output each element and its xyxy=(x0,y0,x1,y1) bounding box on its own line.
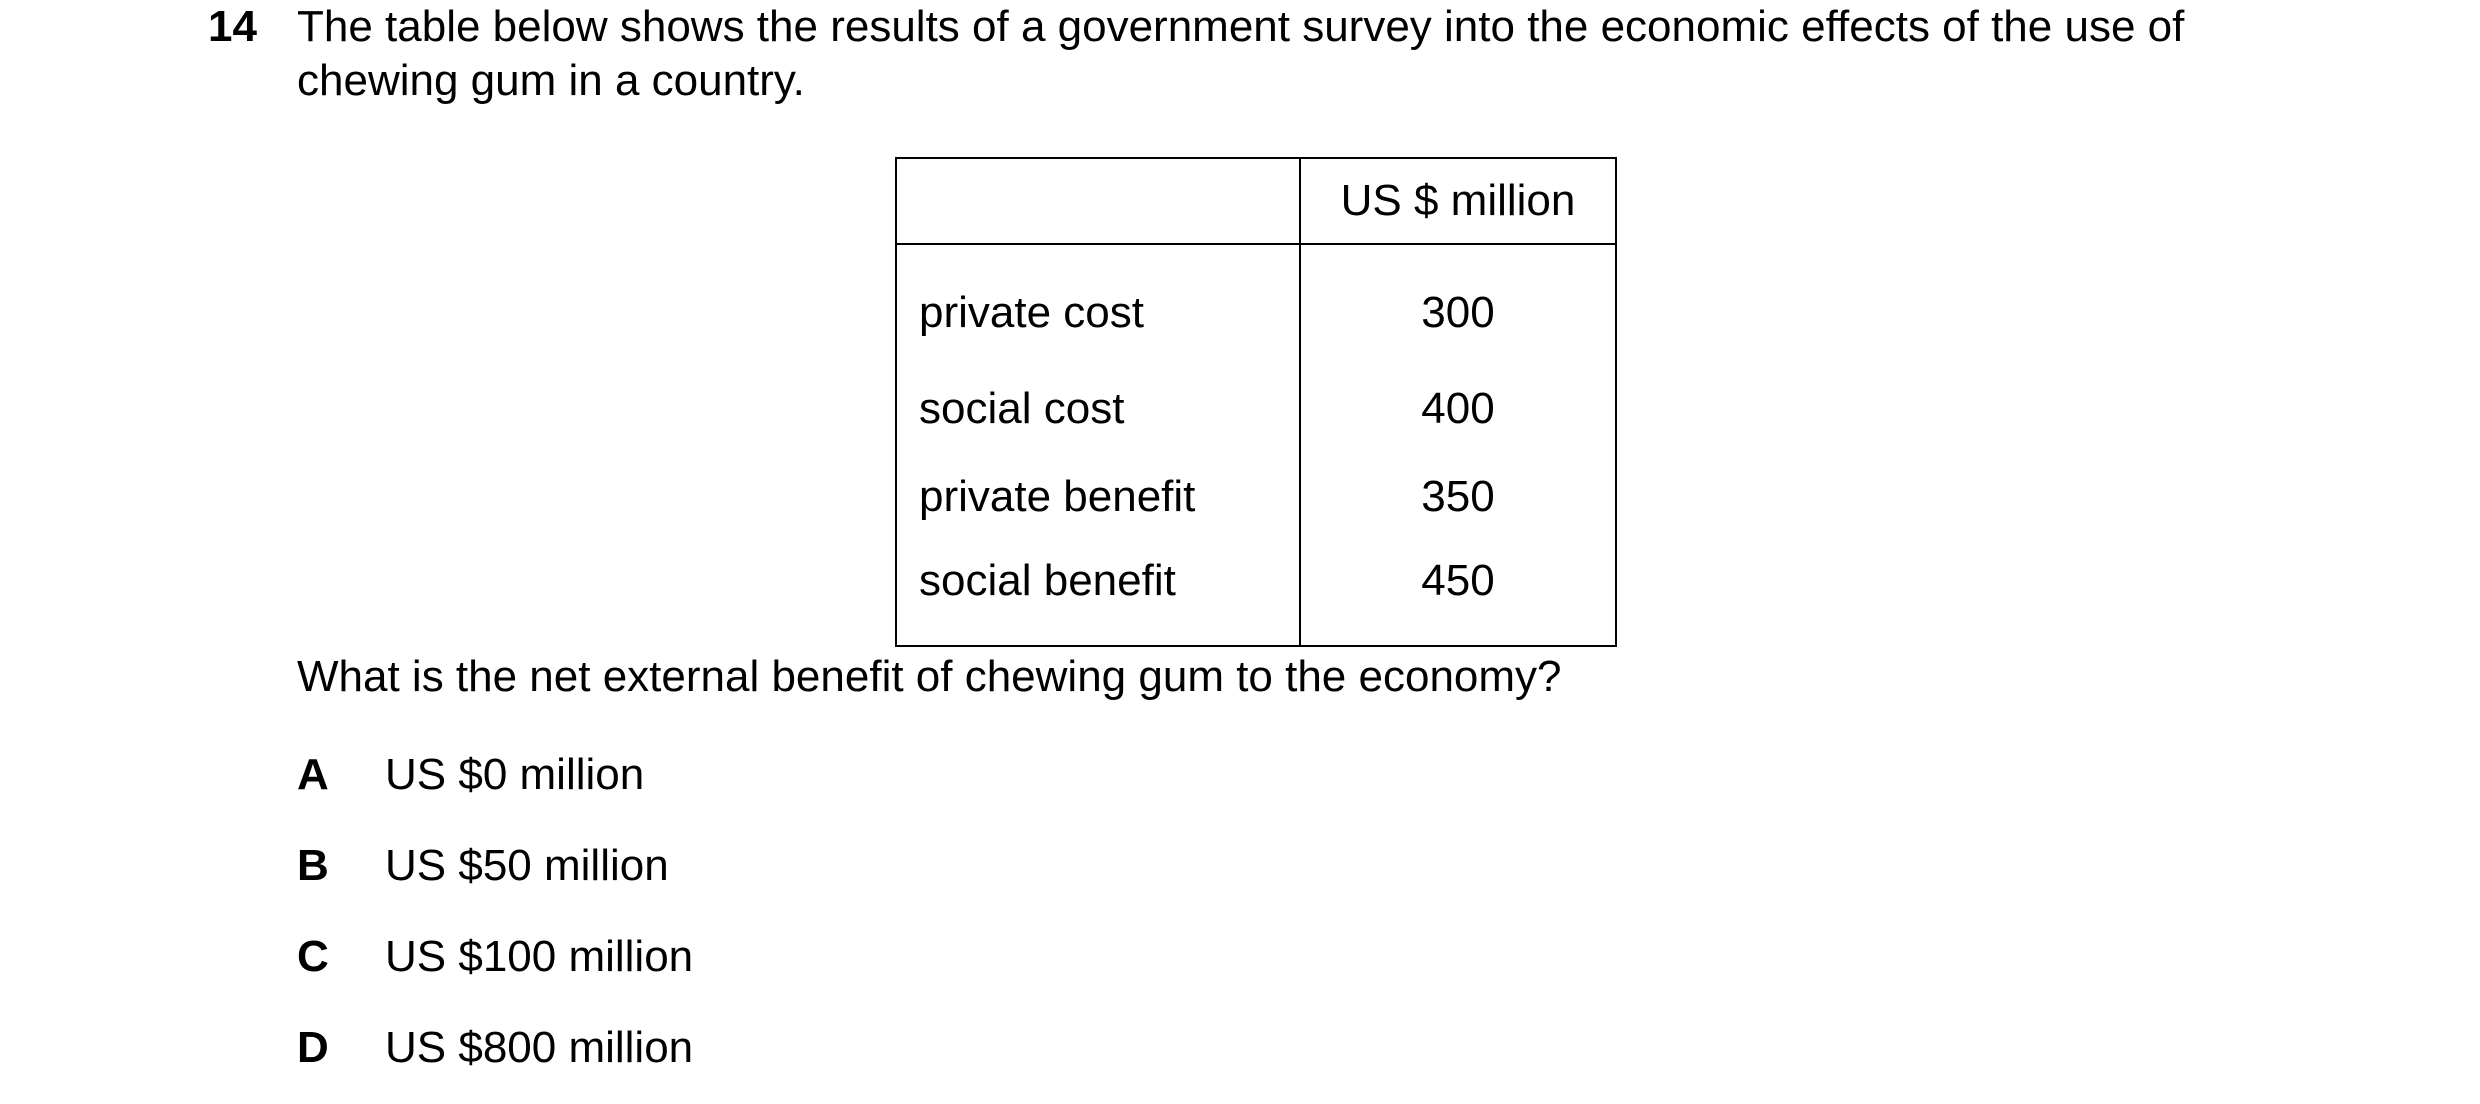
option-d[interactable] xyxy=(297,1021,693,1075)
option-letter: B xyxy=(297,841,329,890)
row-value: 450 xyxy=(1300,541,1616,646)
table-row xyxy=(896,453,1616,541)
option-a[interactable] xyxy=(297,748,644,802)
option-text: US $50 million xyxy=(385,841,669,890)
option-text: US $0 million xyxy=(385,750,645,799)
question-stem-line-2: chewing gum in a country. xyxy=(297,56,805,105)
table-header-row xyxy=(896,158,1616,244)
question-stem-line-1: The table below shows the results of a government survey into the economic effects of the use of xyxy=(297,2,2185,51)
table-header-label xyxy=(896,158,1300,244)
row-label: private benefit xyxy=(896,453,1300,541)
row-value: 400 xyxy=(1300,365,1616,453)
table-row xyxy=(896,541,1616,646)
option-letter: D xyxy=(297,1023,329,1072)
question-stem xyxy=(297,0,2397,108)
option-b[interactable] xyxy=(297,839,669,893)
row-label: social cost xyxy=(896,365,1300,453)
option-letter: A xyxy=(297,750,329,799)
question-prompt: What is the net external benefit of chewing gum to the economy? xyxy=(297,652,1562,701)
option-text: US $100 million xyxy=(385,932,694,981)
option-letter: C xyxy=(297,932,329,981)
table-header-unit: US $ million xyxy=(1300,158,1616,244)
table-row xyxy=(896,244,1616,365)
option-text: US $800 million xyxy=(385,1023,694,1072)
row-label: social benefit xyxy=(896,541,1300,646)
question-number: 14 xyxy=(208,2,257,51)
option-c[interactable] xyxy=(297,930,693,984)
row-value: 300 xyxy=(1300,244,1616,365)
row-value: 350 xyxy=(1300,453,1616,541)
table-row xyxy=(896,365,1616,453)
cost-benefit-table xyxy=(895,157,1617,647)
row-label: private cost xyxy=(896,244,1300,365)
